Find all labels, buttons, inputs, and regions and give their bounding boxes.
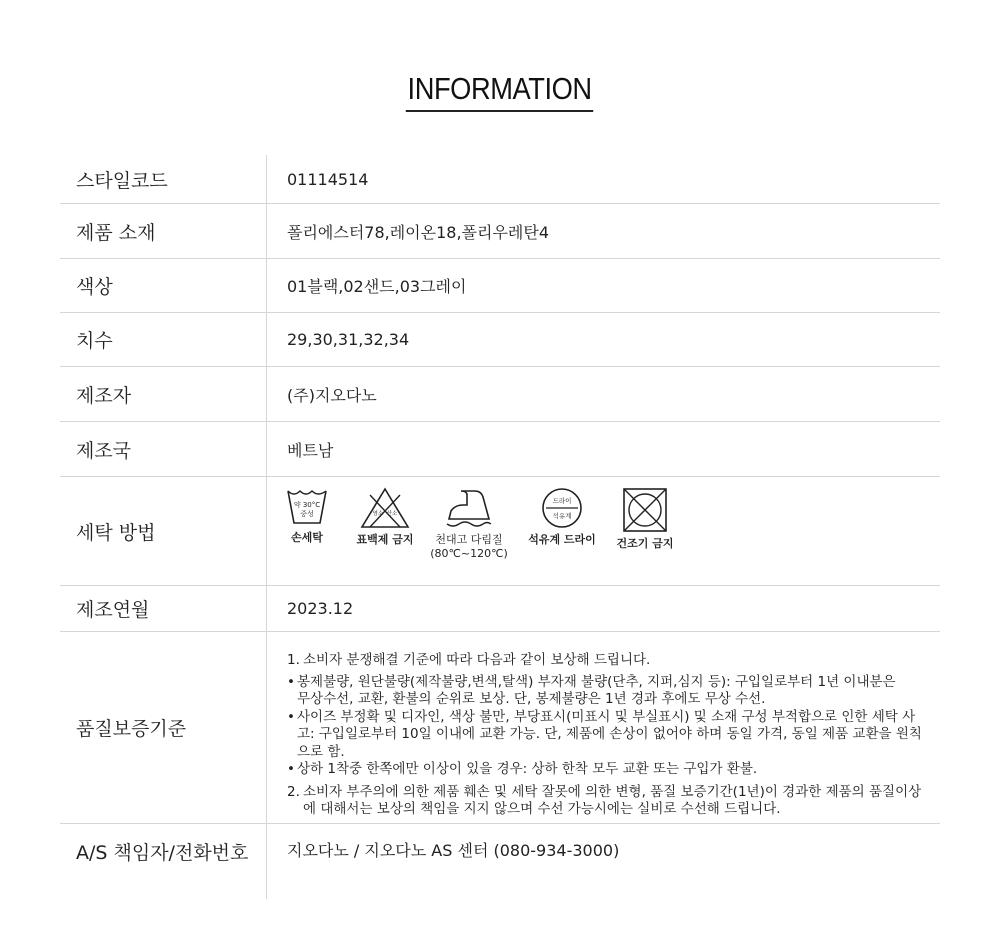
- label-maker: 제조자: [60, 367, 267, 421]
- value-washing: [267, 477, 940, 585]
- row-color: [60, 259, 940, 313]
- value-size: 29,30,31,32,34: [287, 330, 410, 349]
- iron-cloth-icon: [445, 487, 493, 529]
- wash-icon-item: [615, 487, 675, 551]
- label-material: 제품 소재: [60, 204, 267, 258]
- row-date: [60, 586, 940, 632]
- warranty-bullet: [287, 709, 927, 762]
- warranty-item-number: 1.: [287, 652, 300, 668]
- iron-caption-temp: (80℃~120℃): [430, 547, 508, 560]
- wash-icon-item: [527, 487, 597, 547]
- page-title-text: INFORMATION: [406, 70, 594, 112]
- dry-clean-petroleum-icon: [540, 487, 584, 529]
- wash-icon-item: [356, 487, 414, 547]
- no-bleach-icon: [360, 487, 410, 529]
- label-as: A/S 책임자/전화번호: [60, 824, 267, 899]
- value-style-code: 01114514: [287, 169, 369, 189]
- label-style-code: 스타일코드: [60, 155, 267, 203]
- warranty-item-number: 2.: [287, 783, 300, 800]
- value-as: 지오다노 / 지오다노 AS 센터 (080-934-3000): [287, 841, 620, 860]
- row-material: [60, 204, 940, 259]
- hand-wash-temp: 약 30°C: [293, 501, 321, 509]
- wash-icon-item: [430, 487, 508, 561]
- value-country: 베트남: [287, 440, 334, 460]
- bullet-dot: •: [287, 708, 295, 725]
- wash-icon-item: [287, 487, 327, 545]
- bullet-dot: •: [287, 761, 295, 777]
- warranty-bullet: [287, 761, 927, 779]
- label-date: 제조연월: [60, 586, 267, 631]
- label-washing: 세탁 방법: [60, 477, 267, 585]
- wash-caption: [430, 533, 508, 561]
- warranty-item-2: [287, 784, 933, 819]
- value-date: 2023.12: [287, 599, 354, 618]
- no-tumble-dry-icon: [622, 487, 668, 533]
- iron-caption-main: 천대고 다림질: [435, 533, 503, 546]
- wash-icon-list: [287, 477, 675, 585]
- row-country: [60, 422, 940, 477]
- warranty-bullet-text: 사이즈 부정확 및 디자인, 색상 불만, 부당표시(미표시 및 부실표시) 및 소재 구성 부적합으로 인한 세탁 사고: 구입일로부터 10일 이내에 교환 가능. 단, 제품에 손상이 없어야 하며 동일 가격, 동일 제품 교환을 원칙으로 함.: [297, 708, 922, 760]
- warranty-item-text: 소비자 분쟁해결 기준에 따라 다음과 같이 보상해 드립니다.: [303, 652, 651, 668]
- wash-caption: 손세탁: [291, 531, 323, 544]
- row-style-code: [60, 155, 940, 204]
- row-as: [60, 824, 940, 899]
- value-maker: (주)지오다노: [287, 385, 377, 405]
- bleach-chlorine: 염소: [372, 511, 384, 517]
- row-washing: [60, 477, 940, 586]
- hand-wash-icon: [286, 487, 328, 527]
- wash-caption: 표백제 금지: [356, 533, 414, 546]
- row-maker: [60, 367, 940, 422]
- wash-caption: 석유계 드라이: [528, 533, 596, 546]
- value-material: 폴리에스터78,레이온18,폴리우레탄4: [287, 222, 549, 242]
- dry-clean-label: 드라이: [552, 497, 572, 505]
- label-warranty: 품질보증기준: [60, 632, 267, 823]
- bleach-oxygen: 산소: [386, 511, 398, 517]
- row-size: [60, 313, 940, 367]
- dry-clean-solvent: 석유계: [552, 512, 572, 520]
- row-warranty: [60, 632, 940, 824]
- warranty-bullet: [287, 674, 927, 709]
- bullet-dot: •: [287, 673, 295, 690]
- value-color: 01블랙,02샌드,03그레이: [287, 277, 467, 296]
- warranty-bullet-list: [287, 674, 927, 779]
- info-table: [60, 155, 940, 899]
- value-warranty: [267, 632, 940, 823]
- label-country: 제조국: [60, 422, 267, 476]
- wash-caption: 건조기 금지: [616, 537, 674, 550]
- warranty-item-text: 소비자 부주의에 의한 제품 훼손 및 세탁 잘못에 의한 변형, 품질 보증기간(1년)이 경과한 제품의 품질이상에 대해서는 보상의 책임을 지지 않으며 수선 가능시에는 실비로 수선해 드립니다.: [303, 783, 922, 817]
- label-size: 치수: [60, 313, 267, 366]
- warranty-bullet-text: 봉제불량, 원단불량(제작불량,변색,탈색) 부자재 불량(단추, 지퍼,심지 등): 구입일로부터 1년 이내분은 무상수선, 교환, 환불의 순위로 보상. 단, 봉제불량은 1년 경과 후에도 무상 수선.: [297, 673, 896, 707]
- warranty-item-1: [287, 652, 650, 670]
- hand-wash-detergent: 중성: [300, 510, 314, 518]
- label-color: 색상: [60, 259, 267, 312]
- warranty-bullet-text: 상하 1착중 한쪽에만 이상이 있을 경우: 상하 한착 모두 교환 또는 구입가 환불.: [297, 761, 758, 777]
- page-title: [0, 70, 1000, 112]
